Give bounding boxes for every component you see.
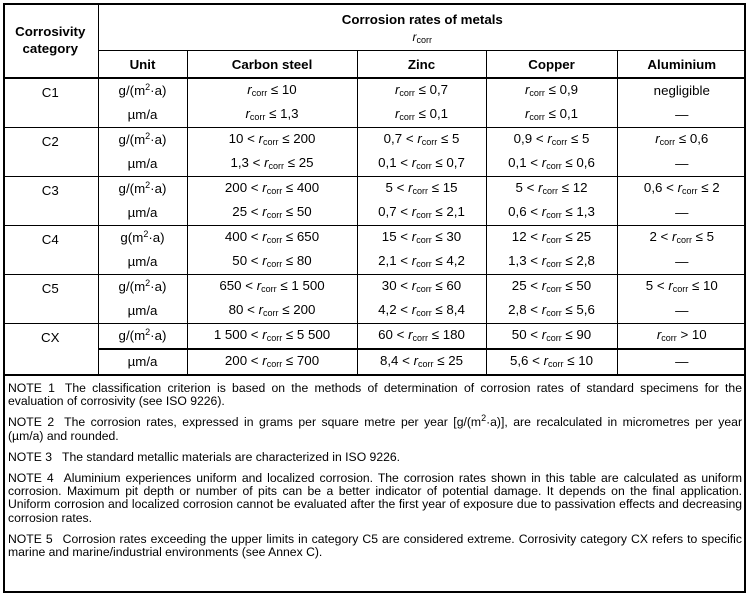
copper-cell: $r_{corr} \le 0,1$ xyxy=(486,103,617,128)
unit-cell: µm/a xyxy=(98,201,187,226)
aluminium-cell: $0,6 < r_{corr} \le 2$ xyxy=(643,179,720,196)
note-4: NOTE 4 Aluminium experiences uniform and localized corrosion. The corrosion rates shown in this table are calculated as uniform corrosion. Maximum pit depth or number of pits can be a better indicator of potential damage. It depends on the final application. Uniform corrosion and localized corrosion cannot be evaluated after the first year of exposure due to passivation effects and decreasing corrosion rates. xyxy=(8,471,742,525)
category-cell: C5 xyxy=(3,275,98,324)
aluminium-cell: — xyxy=(617,152,746,177)
carbon-steel-cell: $50 < r_{corr} \le 80$ xyxy=(187,250,357,275)
aluminium-cell: — xyxy=(617,349,746,375)
table-row xyxy=(3,128,746,153)
table-row xyxy=(3,78,746,103)
unit-cell: $g/(m^2\cdot a)$ xyxy=(98,177,187,202)
carbon-steel-cell: $10 < r_{corr} \le 200$ xyxy=(187,128,357,153)
table-title: Corrosion rates of metals xyxy=(341,12,503,27)
column-header-unit: Unit xyxy=(98,51,187,79)
carbon-steel-cell: $80 < r_{corr} \le 200$ xyxy=(187,299,357,324)
table-row xyxy=(3,275,746,300)
table-row xyxy=(3,201,746,226)
zinc-cell: $60 < r_{corr} \le 180$ xyxy=(357,324,486,350)
carbon-steel-cell: $25 < r_{corr} \le 50$ xyxy=(187,201,357,226)
table-row xyxy=(3,250,746,275)
aluminium-cell: $r_{corr} > 10$ xyxy=(617,324,746,350)
zinc-cell: $0,1 < r_{corr} \le 0,7$ xyxy=(357,152,486,177)
category-cell: C4 xyxy=(3,226,98,275)
unit-cell: µm/a xyxy=(98,299,187,324)
aluminium-cell: — xyxy=(617,299,746,324)
table-row xyxy=(3,299,746,324)
unit-cell: $g/(m^2\cdot a)$ xyxy=(98,128,187,153)
carbon-steel-cell: $400 < r_{corr} \le 650$ xyxy=(187,226,357,251)
aluminium-cell: $5 < r_{corr} \le 10$ xyxy=(645,277,718,294)
category-cell: C1 xyxy=(3,78,98,128)
note-3: NOTE 3 The standard metallic materials are characterized in ISO 9226. xyxy=(8,449,401,464)
aluminium-cell: — xyxy=(617,103,746,128)
unit-cell: $g/(m^2\cdot a)$ xyxy=(98,275,187,300)
zinc-cell: $5 < r_{corr} \le 15$ xyxy=(357,177,486,202)
zinc-cell: $15 < r_{corr} \le 30$ xyxy=(357,226,486,251)
unit-cell: $g/(m^2\cdot a)$ xyxy=(98,324,187,350)
corrosion-rates-table xyxy=(3,3,746,376)
copper-cell: $2,8 < r_{corr} \le 5,6$ xyxy=(486,299,617,324)
table-row xyxy=(3,226,746,251)
zinc-cell: $30 < r_{corr} \le 60$ xyxy=(357,275,486,300)
carbon-steel-cell: $r_{corr} \le 1,3$ xyxy=(187,103,357,128)
category-cell: C3 xyxy=(3,177,98,226)
copper-cell: $5 < r_{corr} \le 12$ xyxy=(486,177,617,202)
carbon-steel-cell: 1 $500 < r_{corr} \le 5$ 500 xyxy=(187,324,357,350)
unit-cell: µm/a xyxy=(98,250,187,275)
note-5: NOTE 5 Corrosion rates exceeding the upper limits in category C5 are considered extreme. Corrosivity category CX refers to specific marine and marine/industrial environments (see Annex C). xyxy=(8,531,742,560)
copper-cell: $0,6 < r_{corr} \le 1,3$ xyxy=(486,201,617,226)
carbon-steel-cell: $1,3 < r_{corr} \le 25$ xyxy=(187,152,357,177)
aluminium-cell: — xyxy=(617,250,746,275)
table-row xyxy=(3,349,746,375)
zinc-cell: $8,4 < r_{corr} \le 25$ xyxy=(357,349,486,375)
category-cell: C2 xyxy=(3,128,98,177)
table-body xyxy=(3,78,746,375)
unit-cell: $g/(m^2\cdot a)$ xyxy=(98,78,187,103)
table-row xyxy=(3,152,746,177)
copper-cell: $12 < r_{corr} \le 25$ xyxy=(486,226,617,251)
copper-cell: $5,6 < r_{corr} \le 10$ xyxy=(486,349,617,375)
unit-cell: µm/a xyxy=(98,152,187,177)
aluminium-cell: $r_{corr} \le 0,6$ xyxy=(655,130,709,147)
column-header-zinc: Zinc xyxy=(357,51,486,79)
corrosivity-category-header: Corrosivity category xyxy=(3,3,98,78)
table-row xyxy=(3,103,746,128)
column-header-copper: Copper xyxy=(486,51,617,79)
carbon-steel-cell: $650 < r_{corr} \le 1$ 500 xyxy=(187,275,357,300)
note-2: NOTE 2 The corrosion rates, expressed in grams per square metre per year $[g/(m^2\cdot a)]$, are recalculated in micrometres per year (µm/a) and rounded. xyxy=(8,413,742,443)
zinc-cell: $2,1 < r_{corr} \le 4,2$ xyxy=(357,250,486,275)
unit-cell: µm/a xyxy=(98,103,187,128)
aluminium-cell: — xyxy=(617,201,746,226)
note-1: NOTE 1 The classification criterion is based on the methods of determination of corrosion rates of standard specimens for the evaluation of corrosivity (see ISO 9226). xyxy=(8,381,742,409)
column-header-carbon-steel: Carbon steel xyxy=(187,51,357,79)
table-row xyxy=(3,177,746,202)
copper-cell: $r_{corr} \le 0,9$ xyxy=(486,78,617,103)
copper-cell: $0,1 < r_{corr} \le 0,6$ xyxy=(486,152,617,177)
aluminium-cell: negligible xyxy=(653,83,710,98)
unit-cell: $g(m^2\cdot a)$ xyxy=(98,226,187,251)
zinc-cell: $0,7 < r_{corr} \le 2,1$ xyxy=(357,201,486,226)
unit-cell: µm/a xyxy=(98,349,187,375)
carbon-steel-cell: $r_{corr} \le 10$ xyxy=(187,78,357,103)
carbon-steel-cell: $200 < r_{corr} \le 400$ xyxy=(187,177,357,202)
aluminium-cell: $2 < r_{corr} \le 5$ xyxy=(649,228,715,245)
copper-cell: $25 < r_{corr} \le 50$ xyxy=(486,275,617,300)
rcorr-symbol: $r_{corr}$ xyxy=(98,28,746,51)
column-header-aluminium: Aluminium xyxy=(617,51,746,79)
carbon-steel-cell: $200 < r_{corr} \le 700$ xyxy=(187,349,357,375)
zinc-cell: $r_{corr} \le 0,1$ xyxy=(357,103,486,128)
zinc-cell: $0,7 < r_{corr} \le 5$ xyxy=(357,128,486,153)
copper-cell: $0,9 < r_{corr} \le 5$ xyxy=(486,128,617,153)
category-cell: CX xyxy=(3,324,98,376)
copper-cell: $1,3 < r_{corr} \le 2,8$ xyxy=(486,250,617,275)
notes-section xyxy=(8,382,742,567)
zinc-cell: $4,2 < r_{corr} \le 8,4$ xyxy=(357,299,486,324)
copper-cell: $50 < r_{corr} \le 90$ xyxy=(486,324,617,350)
zinc-cell: $r_{corr} \le 0,7$ xyxy=(357,78,486,103)
table-row xyxy=(3,324,746,350)
